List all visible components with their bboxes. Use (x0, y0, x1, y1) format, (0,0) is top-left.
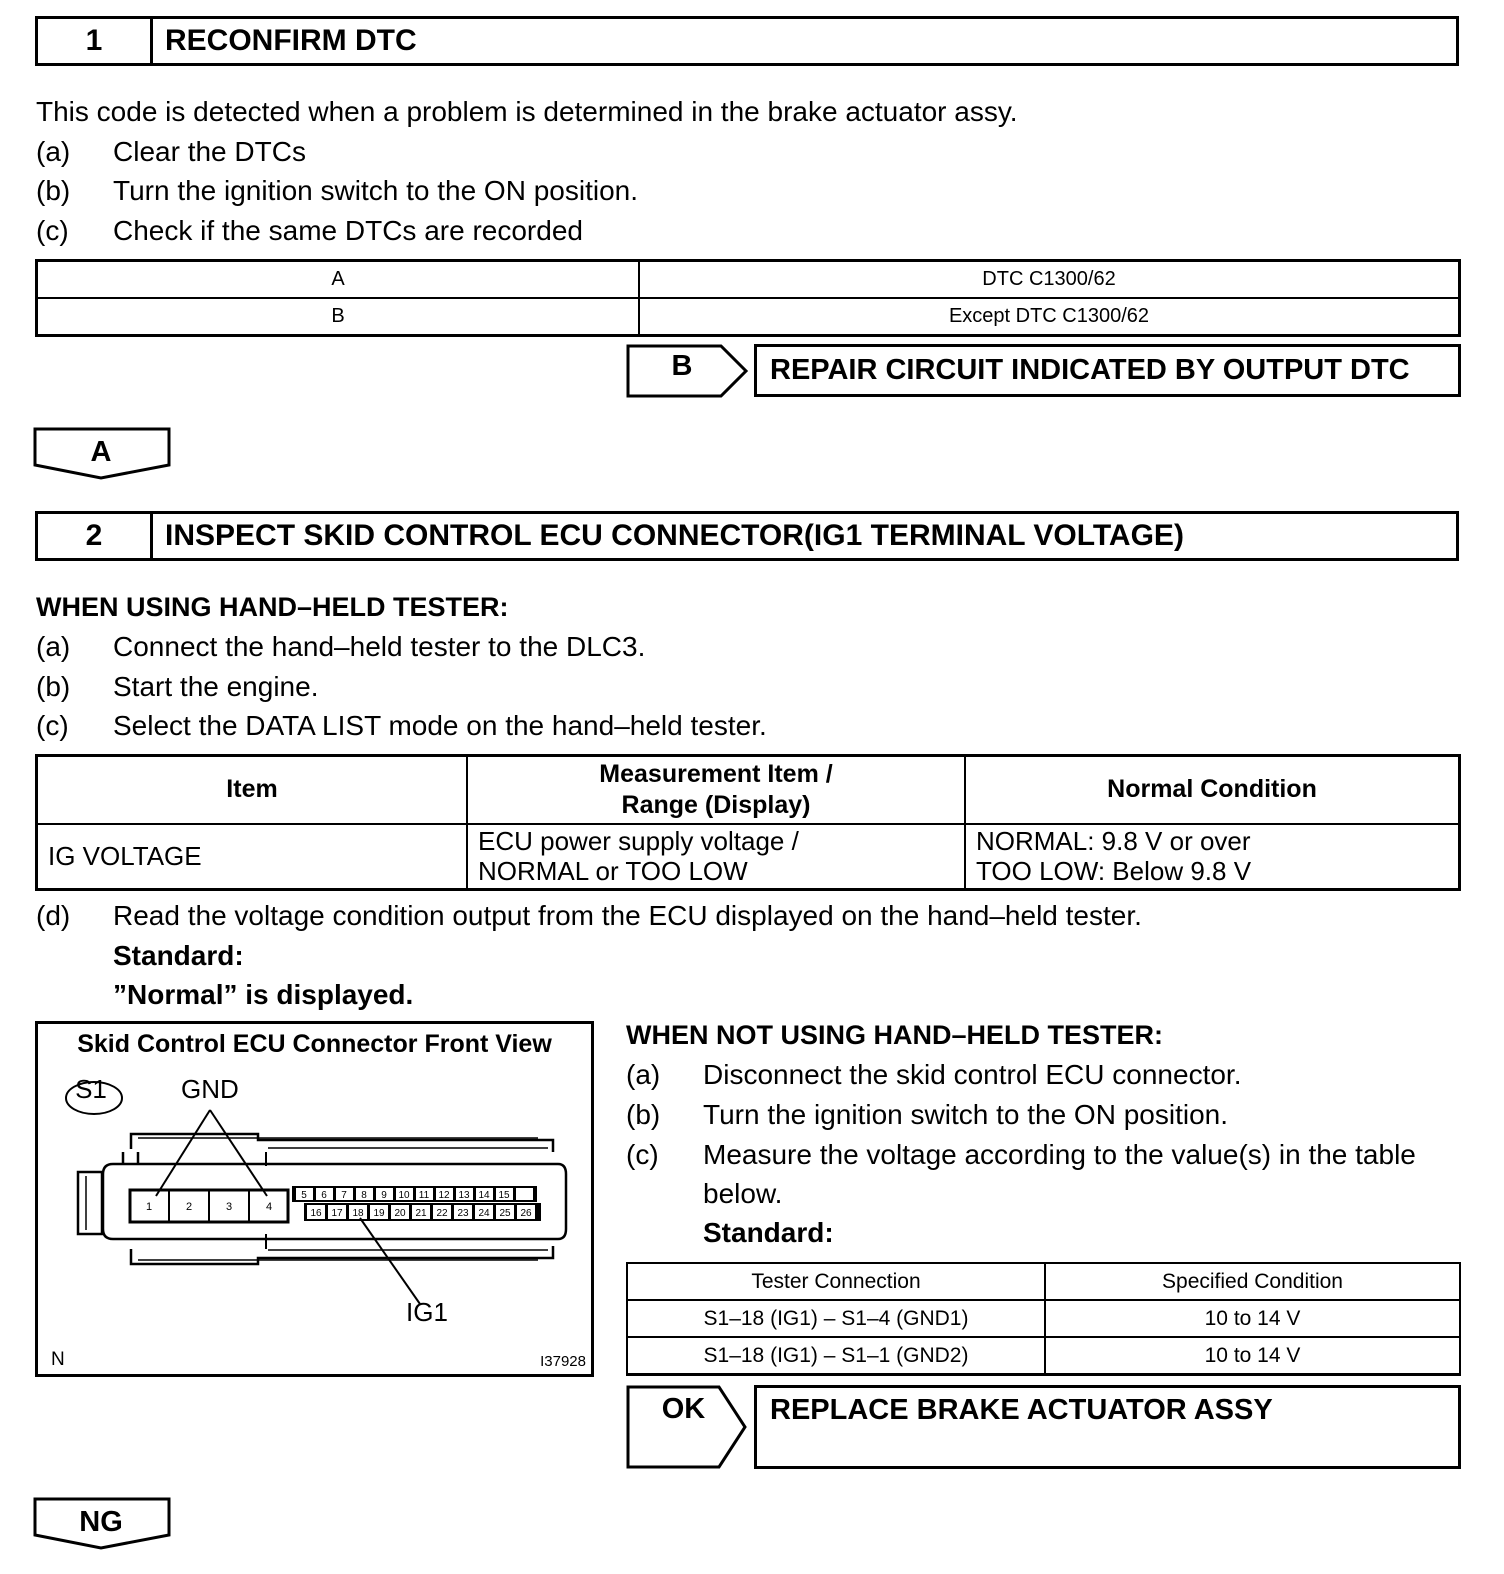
figure-id: I37928 (540, 1353, 586, 1370)
svg-text:7: 7 (341, 1190, 347, 1201)
svg-text:9: 9 (381, 1190, 387, 1201)
table-row (627, 1337, 1460, 1375)
connector-id-label: S1 (75, 1074, 107, 1104)
step2-title: INSPECT SKID CONTROL ECU CONNECTOR(IG1 TERMINAL VOLTAGE) (165, 519, 1184, 552)
step1-intro: This code is detected when a problem is determined in the brake actuator assy. (36, 96, 1018, 127)
item-label: (b) (626, 1099, 661, 1130)
connector-figure (35, 1021, 594, 1377)
measurement-line2: NORMAL or TOO LOW (478, 856, 748, 887)
svg-text:11: 11 (418, 1190, 430, 1201)
pin-1: 1 (145, 1201, 153, 1213)
header-measurement-line2: Range (Display) (621, 790, 811, 819)
result-cell: B (37, 298, 640, 336)
item-label: (a) (36, 136, 71, 167)
item-text: Disconnect the skid control ECU connector. (703, 1059, 1242, 1090)
result-cell: A (37, 261, 640, 299)
connection-cell: S1–18 (IG1) – S1–1 (GND2) (627, 1337, 1045, 1375)
svg-text:18: 18 (352, 1208, 364, 1219)
step2-number: 2 (38, 514, 153, 558)
item-text: Read the voltage condition output from the ECU displayed on the hand–held tester. (113, 900, 1142, 931)
svg-text:22: 22 (436, 1208, 448, 1219)
condition-cell: 10 to 14 V (1045, 1337, 1460, 1375)
item-text: Select the DATA LIST mode on the hand–held tester. (113, 710, 767, 741)
standard-label: Standard: (113, 940, 244, 971)
item-label: (c) (626, 1139, 659, 1170)
table-row (37, 261, 1460, 299)
no-tester-item-c (626, 1138, 1416, 1172)
condition-cell: DTC C1300/62 (639, 261, 1460, 299)
branch-ng-label: NG (79, 1506, 123, 1538)
branch-ok-label: OK (661, 1393, 706, 1425)
svg-text:15: 15 (498, 1190, 510, 1201)
standard-value: ”Normal” is displayed. (113, 979, 414, 1010)
pin-4: 4 (265, 1201, 273, 1213)
pin-2: 2 (185, 1201, 193, 1213)
item-text: Measure the voltage according to the value(s) in the table (703, 1139, 1416, 1170)
step1-header (35, 16, 1459, 66)
branch-b-label: B (671, 350, 693, 382)
table-row (37, 824, 1460, 890)
condition-cell: 10 to 14 V (1045, 1300, 1460, 1337)
item-text: Turn the ignition switch to the ON position. (703, 1099, 1228, 1130)
svg-text:10: 10 (398, 1190, 410, 1201)
step1-title: RECONFIRM DTC (165, 24, 417, 57)
item-label: (d) (36, 900, 71, 931)
svg-text:13: 13 (458, 1190, 470, 1201)
svg-text:14: 14 (478, 1190, 490, 1201)
item-label: (b) (36, 671, 71, 702)
item-text: Start the engine. (113, 671, 319, 702)
item-label: (a) (626, 1059, 661, 1090)
no-tester-item-c-cont: below. (703, 1178, 783, 1209)
measurement-line1: ECU power supply voltage / (478, 826, 799, 857)
no-tester-item-b (626, 1098, 1228, 1132)
connector-diagram-icon (38, 1024, 591, 1374)
svg-text:19: 19 (373, 1208, 385, 1219)
svg-text:6: 6 (321, 1190, 327, 1201)
no-tester-standard-label: Standard: (703, 1217, 834, 1248)
item-text: Turn the ignition switch to the ON position. (113, 175, 638, 206)
normal-line1: NORMAL: 9.8 V or over (976, 826, 1251, 857)
branch-b-action: REPAIR CIRCUIT INDICATED BY OUTPUT DTC (754, 344, 1461, 397)
header-condition: Specified Condition (1045, 1263, 1460, 1300)
normal-line2: TOO LOW: Below 9.8 V (976, 856, 1252, 887)
header-item: Item (37, 756, 468, 824)
table-row (627, 1300, 1460, 1337)
table-header-row (37, 756, 1460, 824)
tester-heading: WHEN USING HAND–HELD TESTER: (36, 592, 509, 622)
figure-title: Skid Control ECU Connector Front View (77, 1030, 552, 1058)
header-connection: Tester Connection (627, 1263, 1045, 1300)
item-label: (b) (36, 175, 71, 206)
step1-number: 1 (38, 19, 153, 63)
item-label: (a) (36, 631, 71, 662)
table-header-row (627, 1263, 1460, 1300)
svg-text:16: 16 (310, 1208, 322, 1219)
header-measurement-line1: Measurement Item / (599, 759, 833, 788)
gnd-label: GND (181, 1074, 239, 1104)
step2-header (35, 511, 1459, 561)
item-label: (c) (36, 710, 69, 741)
data-list-table (35, 754, 1461, 891)
condition-cell: Except DTC C1300/62 (639, 298, 1460, 336)
no-tester-heading: WHEN NOT USING HAND–HELD TESTER: (626, 1020, 1164, 1050)
svg-text:26: 26 (520, 1208, 532, 1219)
pin-3: 3 (225, 1201, 233, 1213)
svg-text:20: 20 (394, 1208, 406, 1219)
svg-text:12: 12 (438, 1190, 450, 1201)
item-text: Clear the DTCs (113, 136, 306, 167)
svg-text:25: 25 (499, 1208, 511, 1219)
branch-a-label: A (90, 436, 112, 468)
table-row (37, 298, 1460, 336)
item-text: Check if the same DTCs are recorded (113, 215, 583, 246)
header-normal-condition: Normal Condition (965, 756, 1460, 824)
no-tester-item-a (626, 1058, 1242, 1092)
svg-text:5: 5 (301, 1190, 307, 1201)
item-text: Connect the hand–held tester to the DLC3. (113, 631, 646, 662)
measurement-cell (467, 824, 965, 890)
header-measurement (467, 756, 965, 824)
item-cell: IG VOLTAGE (37, 824, 468, 890)
branch-ok-action: REPLACE BRAKE ACTUATOR ASSY (754, 1385, 1461, 1469)
normal-cell (965, 824, 1460, 890)
connection-cell: S1–18 (IG1) – S1–4 (GND1) (627, 1300, 1045, 1337)
result-table (35, 259, 1461, 337)
svg-text:24: 24 (478, 1208, 490, 1219)
corner-n-label: N (51, 1349, 65, 1370)
svg-text:17: 17 (331, 1208, 343, 1219)
svg-text:8: 8 (361, 1190, 367, 1201)
item-label: (c) (36, 215, 69, 246)
ig1-label: IG1 (406, 1297, 448, 1327)
svg-text:21: 21 (415, 1208, 427, 1219)
spec-table (626, 1262, 1461, 1376)
svg-text:23: 23 (457, 1208, 469, 1219)
